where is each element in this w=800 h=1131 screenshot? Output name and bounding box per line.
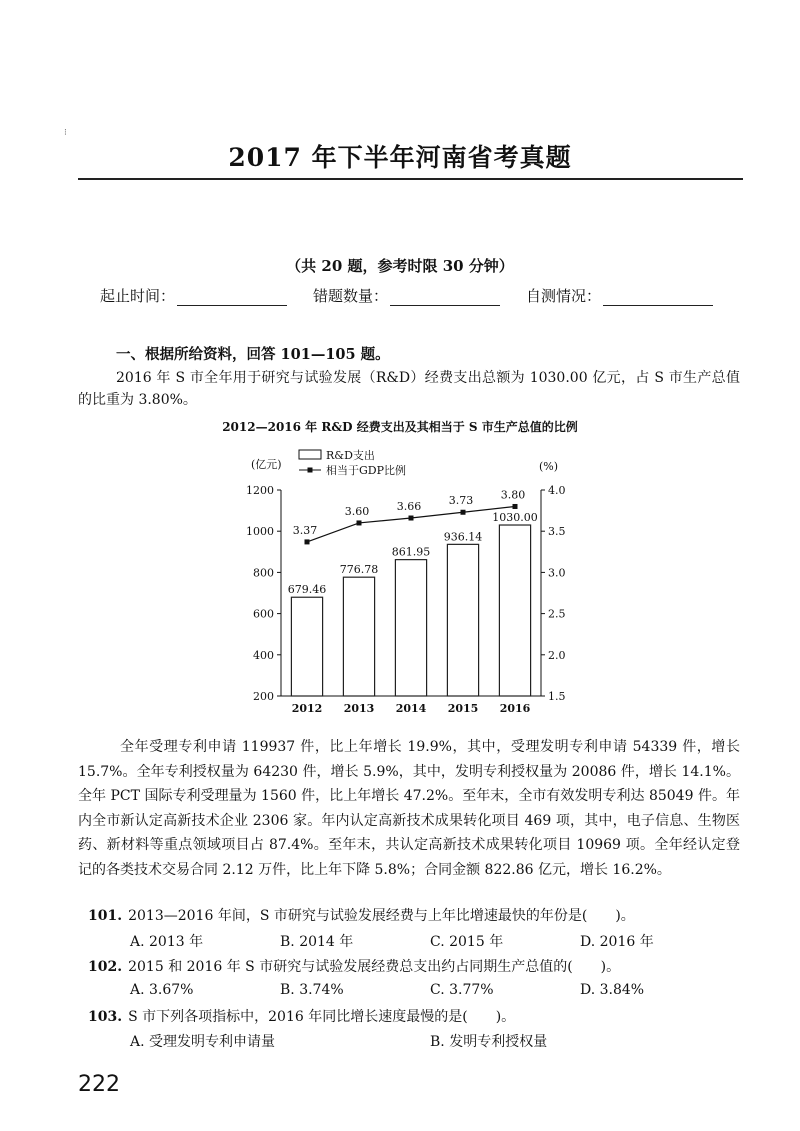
ratio-point	[461, 510, 466, 515]
self-test-fields	[100, 285, 740, 306]
right-tick-label: 4.0	[548, 484, 566, 497]
time-field-blank[interactable]	[177, 289, 287, 306]
errors-field-label: 错题数量：	[313, 287, 389, 305]
bar-value-label: 679.46	[287, 583, 327, 597]
left-tick-label: 400	[253, 648, 274, 662]
time-field	[100, 285, 287, 306]
question-number: 103.	[88, 1009, 123, 1025]
option-b[interactable]: B. 3.74%	[280, 982, 344, 998]
chart-title: 2012—2016 年 R&D 经费支出及其相当于 S 市生产总值的比例	[222, 420, 578, 434]
self-eval-field-label: 自测情况：	[526, 287, 602, 305]
legend-bar-label: R&D支出	[326, 449, 375, 462]
ratio-value-label: 3.60	[344, 504, 370, 518]
x-tick-label: 2016	[499, 702, 531, 715]
question-text: 2015 和 2016 年 S 市研究与试验发展经费总支出约占同期生产总值的( )。	[128, 959, 621, 975]
right-tick-label: 3.5	[548, 525, 566, 539]
question-text: 2013—2016 年间，S 市研究与试验发展经费与上年比增速最快的年份是( )。	[128, 908, 635, 924]
errors-field	[313, 285, 500, 306]
left-axis-unit: (亿元)	[251, 458, 282, 471]
right-tick-label: 2.0	[548, 648, 566, 662]
ratio-point	[305, 539, 310, 544]
ratio-point	[357, 520, 362, 525]
left-tick-label: 800	[253, 566, 274, 580]
question-103	[88, 1006, 515, 1026]
left-tick-label: 200	[253, 690, 274, 703]
x-tick-label: 2014	[395, 702, 427, 715]
ratio-value-label: 3.73	[448, 494, 474, 508]
self-eval-field-blank[interactable]	[603, 289, 713, 306]
right-tick-label: 3.0	[548, 566, 566, 580]
ratio-value-label: 3.37	[292, 523, 318, 537]
left-tick-label: 1000	[246, 525, 274, 539]
question-number: 101.	[88, 908, 123, 924]
option-b[interactable]: B. 2014 年	[280, 934, 354, 950]
page-title: 2017 年下半年河南省考真题	[228, 143, 572, 172]
title-rule	[78, 178, 743, 180]
left-tick-label: 1200	[246, 484, 274, 497]
x-tick-label: 2013	[343, 702, 375, 715]
option-d[interactable]: D. 3.84%	[580, 982, 645, 998]
option-a[interactable]: A. 受理发明专利申请量	[130, 1034, 276, 1050]
bar-value-label: 936.14	[443, 530, 483, 544]
ratio-value-label: 3.66	[396, 500, 422, 514]
legend-bar-swatch	[299, 450, 321, 459]
page-number: 222	[78, 1072, 120, 1097]
rd-chart	[226, 446, 606, 726]
bar	[499, 525, 530, 696]
bar	[291, 597, 322, 696]
self-eval-field	[526, 285, 713, 306]
x-tick-label: 2015	[447, 702, 479, 715]
ratio-point	[513, 504, 518, 509]
ratio-value-label: 3.80	[500, 488, 526, 502]
option-a[interactable]: A. 2013 年	[130, 934, 204, 950]
option-c[interactable]: C. 3.77%	[430, 982, 494, 998]
bar-value-label: 1030.00	[492, 511, 538, 525]
question-102	[88, 956, 620, 976]
question-text: S 市下列各项指标中，2016 年同比增长速度最慢的是( )。	[128, 1009, 516, 1025]
left-tick-label: 600	[253, 607, 274, 621]
legend-line-marker	[308, 468, 313, 473]
bar	[447, 544, 478, 696]
bar-value-label: 776.78	[339, 563, 379, 577]
option-c[interactable]: C. 2015 年	[430, 934, 504, 950]
exam-subtitle: （共 20 题，参考时限 30 分钟）	[286, 257, 514, 275]
binding-mark: ⁝	[64, 128, 67, 138]
option-a[interactable]: A. 3.67%	[130, 982, 194, 998]
errors-field-blank[interactable]	[390, 289, 500, 306]
option-d[interactable]: D. 2016 年	[580, 934, 654, 950]
time-field-label: 起止时间：	[100, 287, 176, 305]
section-heading: 一、根据所给资料，回答 101—105 题。	[116, 346, 390, 363]
legend-line-label: 相当于GDP比例	[326, 464, 407, 477]
option-b[interactable]: B. 发明专利授权量	[430, 1034, 548, 1050]
question-number: 102.	[88, 959, 123, 975]
question-101	[88, 905, 635, 925]
intro-paragraph: 2016 年 S 市全年用于研究与试验发展（R&D）经费支出总额为 1030.00 亿元，占 S 市生产总值的比重为 3.80%。	[78, 370, 740, 408]
x-tick-label: 2012	[291, 702, 323, 715]
bar-value-label: 861.95	[391, 545, 431, 559]
bar	[343, 577, 374, 696]
options-102	[130, 982, 730, 998]
right-axis-unit: (%)	[539, 460, 559, 473]
options-103	[130, 1031, 730, 1051]
patent-paragraph: 全年受理专利申请 119937 件，比上年增长 19.9%，其中，受理发明专利申请 54339 件，增长 15.7%。全年专利授权量为 64230 件，增长 5.9%，其中，发明专利授权量为 20086 件，增长 14.1%。全年 PCT 国际专利受理量为 1560 件，比上年增长 47.2%。至年末，全市有效发明专利达 85049 件。年内全市新认定高新技术企业 2306 家。年内认定高新技术成果转化项目 469 项，其中，电子信息、生物医药、新材料等重点领域项目占 87.4%。至年末，共认定高新技术成果转化项目 10969 项。全年经认定登记的各类技术交易合同 2.12 万件，比上年下降 5.8%；合同金额 822.86 亿元，增长 16.2%。	[78, 739, 740, 878]
ratio-point	[409, 516, 414, 521]
right-tick-label: 1.5	[548, 690, 566, 703]
right-tick-label: 2.5	[548, 607, 566, 621]
bar	[395, 560, 426, 696]
options-101	[130, 931, 730, 951]
